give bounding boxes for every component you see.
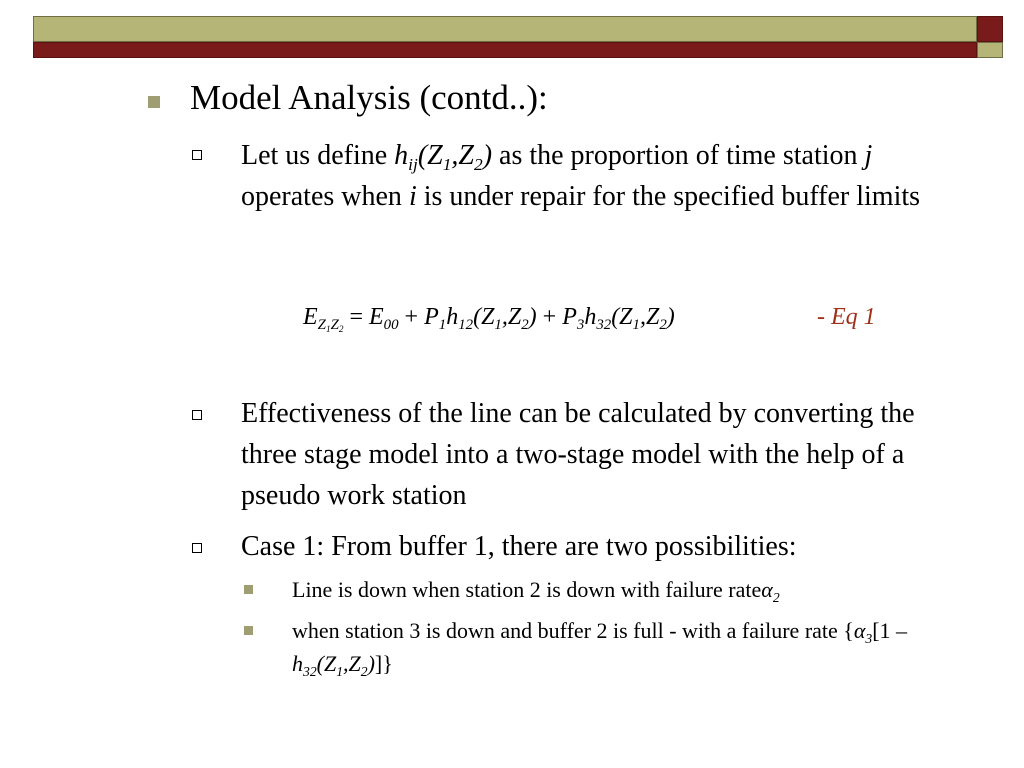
equation-1: $E_{Z_1Z_2} = E_{00} + P_1h_{12}(Z_1,Z_2) + P_3h_{32}(Z_1,Z_2)$ bbox=[303, 304, 675, 335]
equation-label: - Eq 1 bbox=[817, 304, 876, 330]
bullet-effectiveness: Effectiveness of the line can be calculated by converting the three stage model into a two-stage model with the help of a pseudo work station bbox=[241, 398, 915, 511]
small-square-bullet-icon bbox=[244, 585, 253, 594]
hollow-square-bullet-icon bbox=[192, 410, 202, 420]
small-square-bullet-icon bbox=[244, 626, 253, 635]
header-band-olive bbox=[33, 16, 977, 42]
header-corner-square-bottom bbox=[977, 42, 1003, 58]
sub-bullet-station-3: when station 3 is down and buffer 2 is full - with a failure rate $\{\alpha_3[1 - h_{32}(Z_1,Z_2)]\}$ bbox=[292, 618, 908, 679]
bullet-define-h: Let us define $h_{ij}(Z_1,Z_2)$ as the proportion of time station j operates when i is under repair for the specified buffer limits bbox=[241, 140, 921, 212]
header-corner-square-top bbox=[977, 16, 1003, 42]
header-band-maroon bbox=[33, 42, 977, 58]
bullet-case-1: Case 1: From buffer 1, there are two possibilities: bbox=[241, 531, 797, 562]
square-bullet-icon bbox=[148, 96, 160, 108]
sub-bullet-line-down: Line is down when station 2 is down with failure rateα$_2$ bbox=[292, 577, 780, 605]
slide-heading: Model Analysis (contd..): bbox=[190, 78, 548, 117]
hollow-square-bullet-icon bbox=[192, 543, 202, 553]
hollow-square-bullet-icon bbox=[192, 150, 202, 160]
